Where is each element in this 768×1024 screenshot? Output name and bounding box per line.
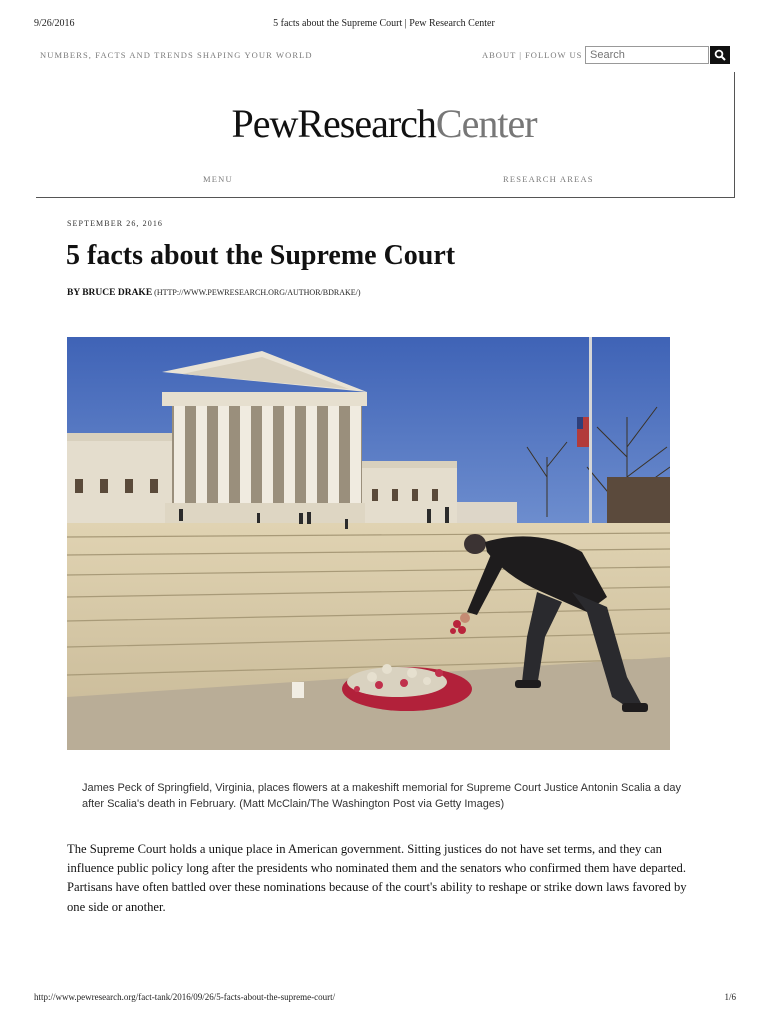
article-title: 5 facts about the Supreme Court (66, 240, 456, 271)
article-date: SEPTEMBER 26, 2016 (67, 219, 164, 228)
research-areas-link[interactable]: RESEARCH AREAS (503, 174, 594, 184)
about-link[interactable]: ABOUT (482, 50, 517, 60)
menu-link[interactable]: MENU (203, 174, 233, 184)
print-footer-url: http://www.pewresearch.org/fact-tank/2016/09/26/5-facts-about-the-supreme-court/ (34, 992, 336, 1002)
pew-research-logo[interactable] (0, 100, 768, 147)
print-page-title: 5 facts about the Supreme Court | Pew Research Center (273, 18, 495, 29)
top-links-separator: | (516, 50, 526, 60)
search-input[interactable] (585, 46, 709, 64)
top-links (482, 50, 582, 60)
top-utility-bar (0, 46, 768, 66)
print-footer (0, 992, 768, 1006)
logo-bold-text: PewResearch (231, 101, 436, 146)
print-date: 9/26/2016 (34, 18, 75, 29)
byline (67, 288, 361, 298)
byline-author-url[interactable]: (HTTP://WWW.PEWRESEARCH.ORG/AUTHOR/BDRAKE/) (152, 288, 361, 297)
photo-caption: James Peck of Springfield, Virginia, places flowers at a makeshift memorial for Supreme Court Justice Antonin Scalia a day after Scalia's death in February. (Matt McClain/The Washington Post via Getty Images) (82, 782, 681, 810)
site-tagline: NUMBERS, FACTS AND TRENDS SHAPING YOUR WORLD (40, 50, 313, 60)
byline-author[interactable]: BY BRUCE DRAKE (67, 288, 153, 298)
supreme-court-photo (67, 337, 670, 750)
follow-us-link[interactable]: FOLLOW US (525, 50, 583, 60)
print-page-number: 1/6 (724, 992, 736, 1002)
search-icon (714, 49, 726, 61)
logo-light-text: Center (435, 101, 537, 146)
print-header (0, 18, 768, 32)
article-body-paragraph: The Supreme Court holds a unique place in American government. Sitting justices do not have set terms, and they can influence public policy long after the presidents who nominated them and the senators who confirmed them have departed. Partisans have often battled over these nominations because of the court's ability to reshape or strike down laws favored by one side or another. (67, 842, 687, 914)
search-button[interactable] (710, 46, 730, 64)
article-photo (67, 337, 670, 750)
